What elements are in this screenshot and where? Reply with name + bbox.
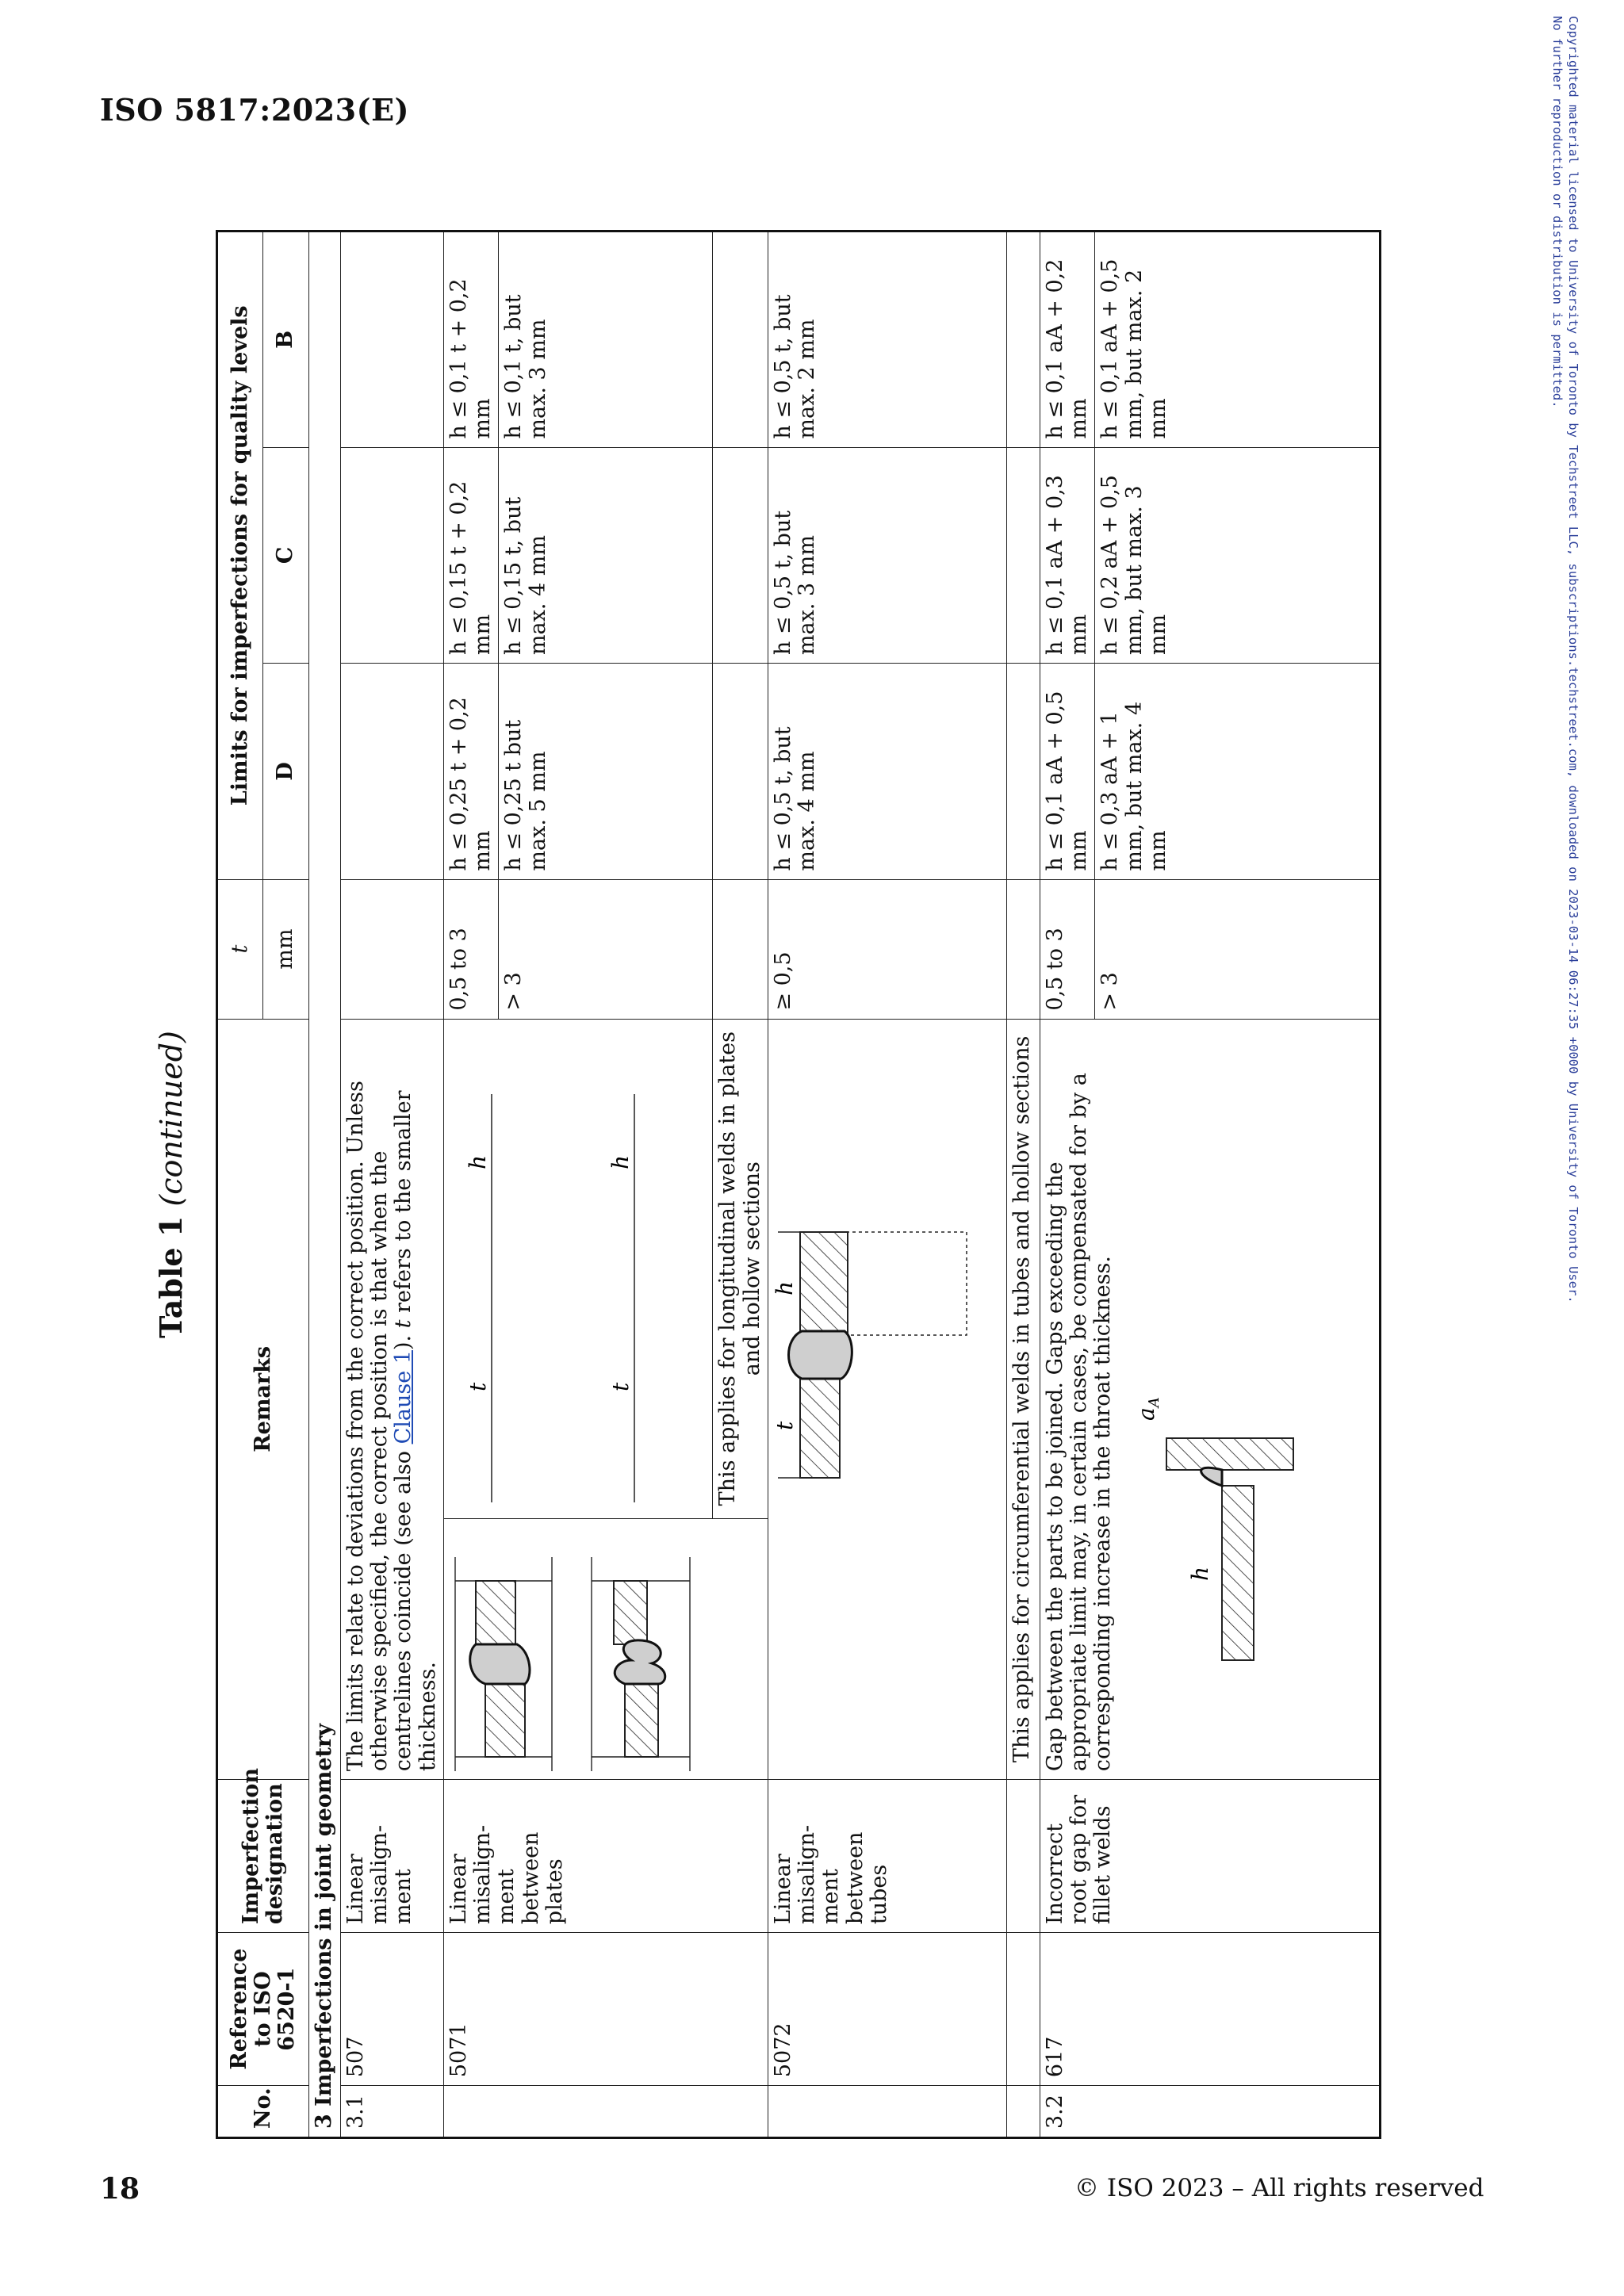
row-number: 3.2 xyxy=(1040,2086,1380,2138)
misalignment-plates-dimensions xyxy=(443,1019,712,1518)
remarks-text-end: refers to the smaller thickness. xyxy=(391,1090,440,1772)
root-gap-remarks-text: Gap between the parts to be joined. Gaps exceeding the appropriate limit may, in certain cases, be compensated for by a corresponding increase in the throat thickness. xyxy=(1042,1073,1116,1772)
t-cell: 0,5 to 3 xyxy=(1040,879,1094,1019)
row-number xyxy=(768,2086,1006,2138)
copyright-line-2: No further reproduction or distribution is permitted. xyxy=(1550,16,1565,408)
remarks-t-symbol: t xyxy=(391,1319,416,1329)
t-cell xyxy=(1006,879,1040,1019)
clause-link[interactable]: Clause 1 xyxy=(391,1350,416,1445)
reference-cell: 5071 xyxy=(443,1933,768,2086)
horizontal-member xyxy=(1166,1438,1293,1470)
tube-outline xyxy=(848,1232,967,1335)
t-cell: > 3 xyxy=(1095,879,1381,1019)
header-no: No. xyxy=(217,2086,309,2138)
designation-cell: Linear misalign-ment xyxy=(341,1780,444,1933)
tube-wall-left xyxy=(800,1375,840,1478)
tubes-sketch-figure xyxy=(768,1109,1006,1779)
dim-label-t-lower: t xyxy=(607,1382,634,1391)
left-plate xyxy=(485,1681,525,1757)
limit-c-cell xyxy=(713,447,768,664)
vertical-member xyxy=(1222,1486,1254,1660)
limit-d-cell: h ≤ 0,25 t + 0,2 mm xyxy=(443,664,498,880)
designation-cell xyxy=(1006,1780,1040,1933)
limit-c-cell: h ≤ 0,1 aA + 0,3 mm xyxy=(1040,447,1094,664)
table-caption-suffix: (continued) xyxy=(154,1031,189,1207)
limit-c-cell: h ≤ 0,2 aA + 0,5 mm, but max. 3 mm xyxy=(1095,447,1381,664)
designation-cell: Incorrect root gap for fillet welds xyxy=(1040,1780,1380,1933)
t-cell: ≥ 0,5 xyxy=(768,879,1006,1019)
limit-d-cell xyxy=(341,664,444,880)
limit-c-cell: h ≤ 0,15 t + 0,2 mm xyxy=(443,447,498,664)
limit-b-cell: h ≤ 0,1 aA + 0,5 mm, but max. 2 mm xyxy=(1095,232,1381,448)
root-gap-sketch-figure xyxy=(1119,1109,1309,1779)
reference-cell: 5072 xyxy=(768,1933,1006,2086)
t-cell xyxy=(341,879,444,1019)
header-remarks: Remarks xyxy=(217,1019,309,1779)
limit-b-cell xyxy=(713,232,768,448)
page-number: 18 xyxy=(100,2172,140,2206)
limit-d-cell: h ≤ 0,1 aA + 0,5 mm xyxy=(1040,664,1094,880)
rotated-table-frame xyxy=(146,230,1272,2139)
remarks-cell xyxy=(341,1019,444,1779)
limit-b-cell: h ≤ 0,1 t, but max. 3 mm xyxy=(499,232,713,448)
limit-b-cell: h ≤ 0,1 t + 0,2 mm xyxy=(443,232,498,448)
remarks-text: The limits relate to deviations from the correct position. Unless otherwise specified, the correct position is that when the centrelines coincide (see also xyxy=(343,1081,416,1772)
limit-b-cell: h ≤ 0,5 t, but max. 2 mm xyxy=(768,232,1006,448)
limit-b-cell: h ≤ 0,1 aA + 0,2 mm xyxy=(1040,232,1094,448)
fillet-weld xyxy=(1201,1468,1221,1486)
footer-copyright: © ISO 2023 – All rights reserved xyxy=(1074,2174,1484,2202)
limit-b-cell xyxy=(341,232,444,448)
tube-dim-h: h xyxy=(771,1281,798,1296)
remarks-text-close: ). xyxy=(391,1328,416,1351)
header-designation: Imperfection designation xyxy=(217,1780,309,1933)
limit-c-cell xyxy=(1006,447,1040,664)
tubes-caption: This applies for circumferential welds in tubes and hollow sections xyxy=(1006,1019,1040,1779)
copyright-line-1: Copyrighted material licensed to University of Toronto by Techstreet LLC, subscriptions.techstreet.com, downloaded on 2023-03-14 06:27:35 +0000 by University of Toronto User. xyxy=(1566,16,1580,1303)
right-plate xyxy=(476,1581,515,1649)
header-t: t xyxy=(217,879,263,1019)
t-cell: 0,5 to 3 xyxy=(443,879,498,1019)
row-number: 3.1 xyxy=(341,2086,444,2138)
limit-d-cell xyxy=(1006,664,1040,880)
limit-b-cell xyxy=(1006,232,1040,448)
header-t-unit: mm xyxy=(263,879,309,1019)
limit-c-cell: h ≤ 0,15 t, but max. 4 mm xyxy=(499,447,713,664)
row-number xyxy=(1006,2086,1040,2138)
gap-label-h: h xyxy=(1186,1567,1213,1582)
limit-d-cell xyxy=(713,664,768,880)
limit-d-cell: h ≤ 0,5 t, but max. 4 mm xyxy=(768,664,1006,880)
lower-left-plate xyxy=(625,1681,658,1757)
weld-bead xyxy=(470,1644,530,1684)
misalignment-plates-sketch xyxy=(443,1518,768,1779)
header-level-b: B xyxy=(263,232,309,448)
t-cell xyxy=(713,879,768,1019)
lower-right-plate xyxy=(614,1581,647,1644)
row-number xyxy=(443,2086,768,2138)
plates-sketch-figure xyxy=(444,1549,723,1779)
dim-label-h-lower: h xyxy=(607,1154,634,1169)
reference-cell: 507 xyxy=(341,1933,444,2086)
limit-c-cell: h ≤ 0,5 t, but max. 3 mm xyxy=(768,447,1006,664)
plates-caption: This applies for longitudinal welds in plates and hollow sections xyxy=(713,1019,768,1518)
reference-cell: 617 xyxy=(1040,1933,1380,2086)
section-heading: 3 Imperfections in joint geometry xyxy=(309,232,341,2138)
copyright-notice xyxy=(1543,16,1607,1303)
dim-label-t: t xyxy=(464,1382,491,1391)
standard-id: ISO 5817:2023(E) xyxy=(100,92,410,128)
designation-cell: Linear misalign-ment between plates xyxy=(443,1780,768,1933)
root-gap-remarks xyxy=(1040,1019,1380,1779)
limit-d-cell: h ≤ 0,25 t but max. 5 mm xyxy=(499,664,713,880)
tube-dim-t: t xyxy=(771,1421,798,1431)
tube-wall-upper xyxy=(800,1232,848,1335)
lower-weld-bead xyxy=(615,1640,665,1684)
plates-dimension-figure xyxy=(444,1078,682,1518)
dim-label-h: h xyxy=(464,1154,491,1169)
reference-cell xyxy=(1006,1933,1040,2086)
imperfection-table xyxy=(216,230,1381,2139)
table-caption xyxy=(146,230,209,2139)
header-limits: Limits for imperfections for quality levels xyxy=(217,232,263,880)
header-reference: Reference to ISO 6520-1 xyxy=(217,1933,309,2086)
limit-d-cell: h ≤ 0,3 aA + 1 mm, but max. 4 mm xyxy=(1095,664,1381,880)
header-level-c: C xyxy=(263,447,309,664)
tube-weld-bead xyxy=(788,1331,852,1379)
t-cell: > 3 xyxy=(499,879,713,1019)
throat-label-a: $a_A$ xyxy=(1132,1397,1162,1422)
limit-c-cell xyxy=(341,447,444,664)
header-level-d: D xyxy=(263,664,309,880)
misalignment-tubes-sketch xyxy=(768,1019,1006,1779)
table-caption-label: Table 1 xyxy=(153,1215,189,1338)
designation-cell: Linear misalign-ment between tubes xyxy=(768,1780,1006,1933)
